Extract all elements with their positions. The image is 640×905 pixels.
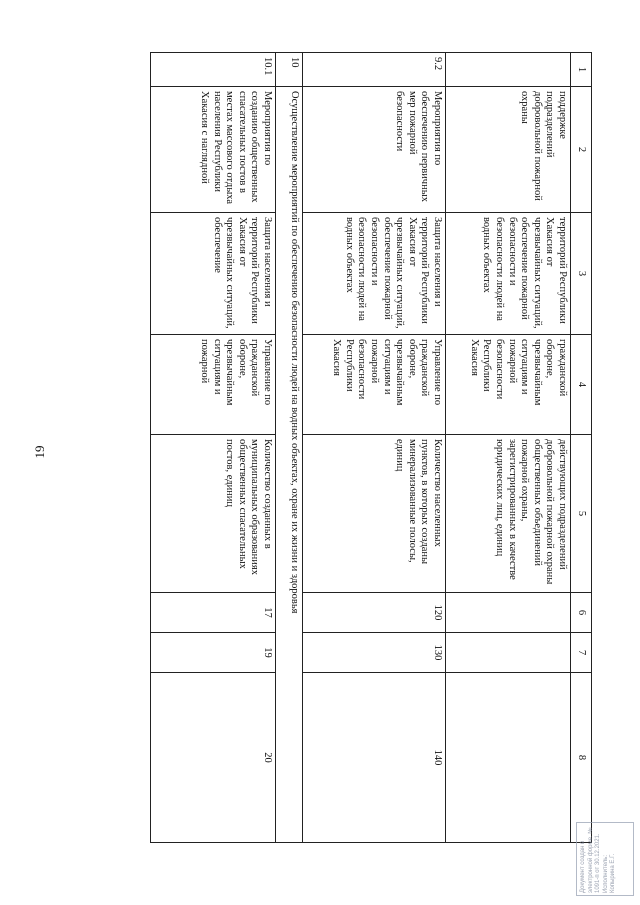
cell-value-6: 17 — [151, 593, 276, 633]
cell-value-6 — [446, 593, 571, 633]
header-cell: 7 — [571, 633, 592, 673]
cell-measure: поддержке подразделений добровольной пожарной охраны — [446, 87, 571, 213]
program-measures-table — [150, 52, 592, 843]
header-cell: 6 — [571, 593, 592, 633]
cell-executor: гражданской обороне, чрезвычайным ситуациям и пожарной безопасности Республики Хакасия — [446, 335, 571, 435]
cell-value-7: 130 — [303, 633, 446, 673]
header-cell: 2 — [571, 87, 592, 213]
cell-measure: Мероприятия по обеспечению первичных мер пожарной безопасности — [303, 87, 446, 213]
cell-value-8: 20 — [151, 673, 276, 843]
cell-number: 9.2 — [303, 53, 446, 87]
table-section-row — [276, 53, 303, 843]
table-row — [151, 53, 276, 843]
cell-value-6: 120 — [303, 593, 446, 633]
cell-value-8 — [446, 673, 571, 843]
cell-value-7: 19 — [151, 633, 276, 673]
cell-value-7 — [446, 633, 571, 673]
rotated-table-wrapper — [92, 52, 592, 842]
cell-executor: Управление по гражданской обороне, чрезвычайным ситуациям и пожарной безопасности Республики Хакасия — [303, 335, 446, 435]
stamp-text: Документ создан в электронной форме. № 1091-п от 30.12.2021. Исполнитель: Копырина Е.Г. — [580, 827, 616, 893]
cell-number: 10.1 — [151, 53, 276, 87]
section-title: Осуществление мероприятий по обеспечению безопасности людей на водных объектах, охране их жизни и здоровья — [276, 87, 303, 843]
header-cell: 5 — [571, 435, 592, 593]
cell-measure: Мероприятия по созданию общественных спасательных постов в местах массового отдыха населения Республики Хакасия с наглядной — [151, 87, 276, 213]
header-cell: 4 — [571, 335, 592, 435]
header-cell: 8 — [571, 673, 592, 843]
cell-number: 10 — [276, 53, 303, 87]
table-row — [303, 53, 446, 843]
cell-value-8: 140 — [303, 673, 446, 843]
cell-program: Защита населения и территорий Республики Хакасия от чрезвычайных ситуаций, обеспечение — [151, 213, 276, 335]
cell-number — [446, 53, 571, 87]
page-number: 19 — [32, 445, 47, 459]
table-header-row — [571, 53, 592, 843]
cell-indicator: действующих подразделений добровольной пожарной охраны общественных объединений пожарной охраны, зарегистрированных в качестве юридических лиц, единиц — [446, 435, 571, 593]
header-cell: 1 — [571, 53, 592, 87]
cell-indicator: Количество населенных пунктов, в которых созданы минерализованные полосы, единиц — [303, 435, 446, 593]
header-cell: 3 — [571, 213, 592, 335]
cell-program: территорий Республики Хакасия от чрезвычайных ситуаций, обеспечение пожарной безопасности и безопасности людей на водных объектах — [446, 213, 571, 335]
table-row — [446, 53, 571, 843]
cell-indicator: Количество созданных в муниципальных образованиях общественных спасательных постов, единиц — [151, 435, 276, 593]
cell-executor: Управление по гражданской обороне, чрезвычайным ситуациям и пожарной — [151, 335, 276, 435]
cell-program: Защита населения и территорий Республики Хакасия от чрезвычайных ситуаций, обеспечение пожарной безопасности и безопасности людей на водных объектах — [303, 213, 446, 335]
electronic-document-stamp — [576, 822, 634, 896]
